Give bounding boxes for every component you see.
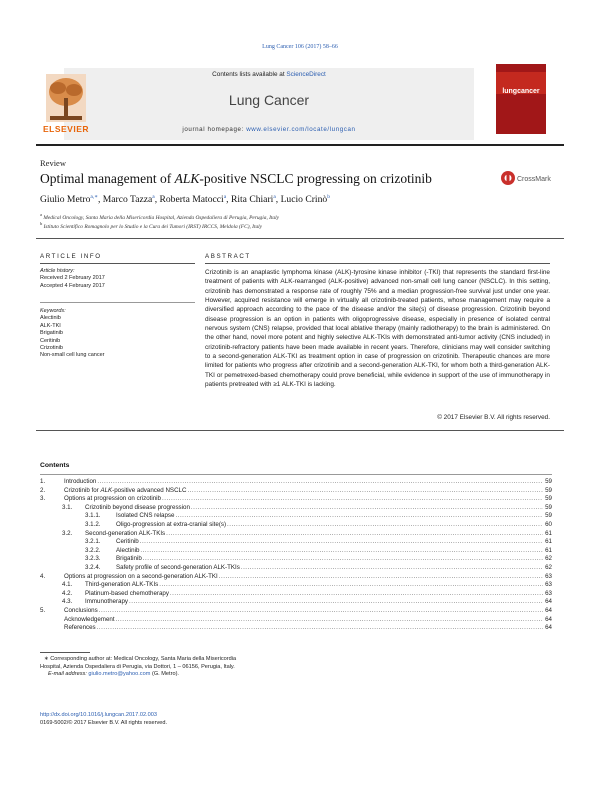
journal-name: Lung Cancer <box>228 92 310 108</box>
author-3-sup[interactable]: a <box>223 194 227 200</box>
homepage-prefix: journal homepage: <box>182 126 247 133</box>
doi-block <box>40 712 167 727</box>
affiliation-b <box>40 221 262 230</box>
toc-number: 5. <box>40 606 46 614</box>
toc-number: 3.2.2. <box>85 546 101 554</box>
toc-title[interactable]: Acknowledgement <box>64 615 115 623</box>
toc-number: 1. <box>40 478 46 485</box>
toc-title[interactable]: Isolated CNS relapse <box>116 512 175 520</box>
author-list <box>40 194 330 205</box>
toc-leader-dots <box>187 487 543 496</box>
sciencedirect-link[interactable]: ScienceDirect <box>286 71 326 78</box>
author-2-sep: , <box>154 194 160 206</box>
keyword-item: Ceritinib <box>40 337 61 344</box>
email-link[interactable]: giulio.metro@yahoo.com <box>88 671 151 678</box>
toc-page-number: 61 <box>545 538 552 546</box>
toc-title[interactable]: Conclusions <box>64 606 98 614</box>
toc-number: 3.2.3. <box>85 555 101 563</box>
journal-cover-title: lungcancer <box>502 88 540 95</box>
toc-leader-dots <box>159 581 543 590</box>
keywords-block <box>40 308 190 360</box>
toc-leader-dots <box>97 624 543 633</box>
toc-title[interactable]: Immunotherapy <box>85 598 128 606</box>
author-1-name: Giulio Metro <box>40 194 91 206</box>
toc-leader-dots <box>129 598 543 607</box>
author-3-name: Roberta Matocci <box>159 194 224 206</box>
toc-title[interactable]: Third-generation ALK-TKIs <box>85 581 159 589</box>
contents-rule <box>40 474 552 475</box>
footnote-email-line <box>40 671 280 679</box>
author-1-sup[interactable]: a,∗ <box>90 194 98 200</box>
toc-number: 3.1.1. <box>85 512 101 520</box>
homepage-link[interactable]: www.elsevier.com/locate/lungcan <box>246 126 356 133</box>
elsevier-wordmark: ELSEVIER <box>42 124 90 134</box>
toc-title[interactable]: Options at progression on a second-generation ALK-TKI <box>64 572 218 580</box>
keyword-item: Brigatinib <box>40 330 63 337</box>
crossmark-icon[interactable] <box>500 170 560 186</box>
contents-prefix: Contents lists available at <box>212 71 287 78</box>
keyword-item: ALK-TKI <box>40 322 61 329</box>
toc-entry[interactable] <box>40 624 552 633</box>
keyword-item: Non-small cell lung cancer <box>40 352 105 359</box>
toc-page-number: 61 <box>545 546 552 554</box>
toc-number: 4.1. <box>62 581 73 589</box>
toc-number <box>40 616 64 625</box>
toc-leader-dots <box>191 504 543 513</box>
toc-page-number: 59 <box>545 478 552 485</box>
toc-entry[interactable] <box>40 495 552 504</box>
toc-title[interactable]: Safety profile of second-generation ALK-TKIs <box>116 563 240 571</box>
toc-title[interactable]: Crizotinib for ALK-positive advanced NSCLC <box>64 486 187 494</box>
title-prefix: Optimal management of <box>40 171 175 186</box>
contents-heading: Contents <box>40 462 70 469</box>
abstract-heading: ABSTRACT <box>205 253 251 260</box>
keyword-item: Alectinib <box>40 315 61 322</box>
table-of-contents <box>40 478 552 633</box>
toc-title[interactable]: Options at progression on crizotinib <box>64 495 161 503</box>
toc-leader-dots <box>140 547 543 556</box>
toc-number: 3.2.1. <box>85 538 101 546</box>
abstract-copyright: © 2017 Elsevier B.V. All rights reserved. <box>437 414 550 421</box>
author-4-name: Rita Chiari <box>230 194 274 206</box>
email-label: E-mail address: <box>48 671 87 678</box>
toc-page-number: 62 <box>545 563 552 571</box>
header-rule <box>36 144 564 146</box>
toc-title[interactable]: Oligo-progression at extra-cranial site(s) <box>116 520 227 528</box>
author-2[interactable] <box>103 194 160 205</box>
toc-leader-dots <box>162 495 543 504</box>
toc-entry[interactable] <box>40 616 552 625</box>
toc-entry[interactable] <box>40 487 552 496</box>
doi-link[interactable]: http://dx.doi.org/10.1016/j.lungcan.2017.02.003 <box>40 712 157 718</box>
toc-entry[interactable] <box>40 555 552 564</box>
accepted-date: Accepted 4 February 2017 <box>40 282 105 289</box>
received-date: Received 2 February 2017 <box>40 275 105 282</box>
toc-entry[interactable] <box>40 607 552 616</box>
toc-page-number: 63 <box>545 581 552 589</box>
toc-page-number: 59 <box>545 495 552 503</box>
author-4-sup[interactable]: a <box>273 194 276 200</box>
toc-title[interactable]: References <box>64 624 96 632</box>
author-5-sup[interactable]: b <box>327 194 330 200</box>
journal-homepage-line <box>64 126 474 133</box>
article-history <box>40 268 190 290</box>
toc-entry[interactable] <box>40 478 552 487</box>
toc-leader-dots <box>170 590 543 599</box>
abstract-bottom-rule <box>36 430 564 431</box>
toc-number: 2. <box>40 486 46 494</box>
author-5-name: Lucio Crinò <box>280 194 328 206</box>
author-5[interactable] <box>281 194 330 205</box>
title-italic: ALK <box>174 171 200 186</box>
toc-number: 3.1.2. <box>85 520 101 528</box>
author-4-sep: , <box>275 194 281 206</box>
journal-citation[interactable]: Lung Cancer 106 (2017) 58–66 <box>262 44 338 50</box>
affiliation-a-text: Medical Oncology, Santa Maria della Misericordia Hospital, Azienda Ospedaliera di Perugia, Perugia, Italy <box>43 214 280 221</box>
section-top-rule <box>36 238 564 239</box>
toc-leader-dots <box>97 478 543 487</box>
crossmark-label: CrossMark <box>517 176 551 183</box>
toc-title[interactable]: Platinum-based chemotherapy <box>85 589 169 597</box>
toc-entry[interactable] <box>40 538 552 547</box>
toc-page-number: 64 <box>545 624 552 632</box>
toc-number: 3.2.4. <box>85 563 101 571</box>
toc-entry[interactable] <box>40 598 552 607</box>
toc-leader-dots <box>140 538 543 547</box>
toc-leader-dots <box>227 521 543 530</box>
toc-entry[interactable] <box>40 521 552 530</box>
toc-number: 3. <box>40 495 46 503</box>
toc-title[interactable]: Ceritinib <box>116 538 139 546</box>
toc-number <box>40 624 64 633</box>
toc-number: 4.2. <box>62 589 73 597</box>
toc-page-number: 62 <box>545 555 552 563</box>
toc-page-number: 63 <box>545 572 552 580</box>
author-2-name: Marco Tazza <box>102 194 153 206</box>
toc-entry[interactable] <box>40 547 552 556</box>
toc-page-number: 64 <box>545 615 552 623</box>
author-1[interactable] <box>40 194 103 205</box>
toc-number: 3.2. <box>62 529 73 537</box>
toc-entry[interactable] <box>40 590 552 599</box>
article-title <box>40 171 432 187</box>
email-suffix: (G. Metro). <box>151 671 179 678</box>
history-label: Article history: <box>40 268 75 274</box>
keywords-label: Keywords: <box>40 308 66 314</box>
toc-number: 3.1. <box>62 503 73 511</box>
toc-leader-dots <box>241 564 543 573</box>
abstract-rule <box>205 263 550 264</box>
abstract-text: Crizotinib is an anaplastic lymphoma kinase (ALK)-tyrosine kinase inhibitor (-TKI) that represents the standard first-line treatment of patients with ALK-rearranged (ALK-positive) advanced non-small cell lung cancer (NSCLC). In this setting, crizotinib has demonstrated a response rate of roughly 75% and a median progression-free survival just under one year. However, acquired resistance will emerge in virtually all crizotinib-treated patients, whose management may require a diversified approach according to the pace of the disease and/or the site(s) of disease progression. Crizotinib beyond disease progression is an option in patients with oligoprogressive disease, especially in presence of isolated central nervous system (CNS) relapse, provided that local ablative therapy (mainly radiotherapy) to the brain is administered. On the other hand, novel more potent and highly selective ALK-TKIs with demonstrated anti-tumor activity (CNS included) in crizotinib-refractory patients have been made available in recent years. Therefore, clinicians may well consider switching to a second-generation ALK-TKI as treatment option in case of progression on crizotinib. Therapeutic chances are more limited for patients who progress after crizotinib and a second-generation ALK-TKI, for whom both a third-generation ALK-TKI or pemetrexed-based chemotherapy could prove beneficial, while evidence in support of the use of immunotherapy in patients pretreated with ≥1 ALK-TKI is lacking. <box>205 269 550 389</box>
title-suffix: -positive NSCLC progressing on crizotinib <box>199 171 432 186</box>
author-2-sup[interactable]: a <box>152 194 155 200</box>
author-4[interactable] <box>231 194 281 205</box>
article-info-heading: ARTICLE INFO <box>40 253 102 260</box>
article-info-rule <box>40 263 195 264</box>
affiliation-a-sup: a <box>40 212 42 217</box>
toc-title[interactable]: Introduction <box>64 478 97 485</box>
article-type: Review <box>40 158 66 168</box>
footnote-star-line: ∗ Corresponding author at: Medical Oncology, Santa Maria della Misericordia <box>44 656 237 662</box>
toc-leader-dots <box>166 530 543 539</box>
affiliation-b-text: Istituto Scientifico Romagnolo per lo Studio e la Cura dei Tumori (IRST) IRCCS, Meldola (FC), Italy <box>43 223 263 230</box>
toc-page-number: 61 <box>545 529 552 537</box>
affiliation-a <box>40 212 279 221</box>
toc-number: 4. <box>40 572 46 580</box>
toc-entry[interactable] <box>40 573 552 582</box>
toc-title[interactable]: Brigatinib <box>116 555 142 563</box>
corresponding-author-note <box>40 656 280 679</box>
toc-leader-dots <box>116 616 544 625</box>
toc-page-number: 64 <box>545 606 552 614</box>
toc-leader-dots <box>143 555 543 564</box>
toc-page-number: 59 <box>545 503 552 511</box>
issn-line: 0169-5002/© 2017 Elsevier B.V. All rights reserved. <box>40 719 168 726</box>
toc-page-number: 60 <box>545 520 552 528</box>
toc-page-number: 64 <box>545 598 552 606</box>
author-1-sep: , <box>97 194 103 206</box>
toc-entry[interactable] <box>40 564 552 573</box>
toc-title[interactable]: Alectinib <box>116 546 140 554</box>
toc-entry[interactable] <box>40 512 552 521</box>
toc-leader-dots <box>175 512 543 521</box>
footnote-rule <box>40 652 90 653</box>
toc-entry[interactable] <box>40 504 552 513</box>
toc-title[interactable]: Second-generation ALK-TKIs <box>85 529 166 537</box>
toc-title[interactable]: Crizotinib beyond disease progression <box>85 503 190 511</box>
toc-page-number: 59 <box>545 486 552 494</box>
author-3-sep: , <box>226 194 231 206</box>
toc-page-number: 63 <box>545 589 552 597</box>
toc-leader-dots <box>219 573 543 582</box>
toc-entry[interactable] <box>40 581 552 590</box>
footnote-address-line: Hospital, Azienda Ospedaliera di Perugia, via Dottori, 1 – 06156, Perugia, Italy. <box>40 663 235 670</box>
author-3[interactable] <box>159 194 230 205</box>
affiliation-b-sup: b <box>40 221 43 226</box>
toc-entry[interactable] <box>40 530 552 539</box>
toc-number: 4.3. <box>62 598 73 606</box>
toc-leader-dots <box>99 607 543 616</box>
history-rule <box>40 302 195 303</box>
keyword-item: Crizotinib <box>40 345 63 352</box>
contents-available-line <box>64 71 474 78</box>
toc-page-number: 59 <box>545 512 552 520</box>
